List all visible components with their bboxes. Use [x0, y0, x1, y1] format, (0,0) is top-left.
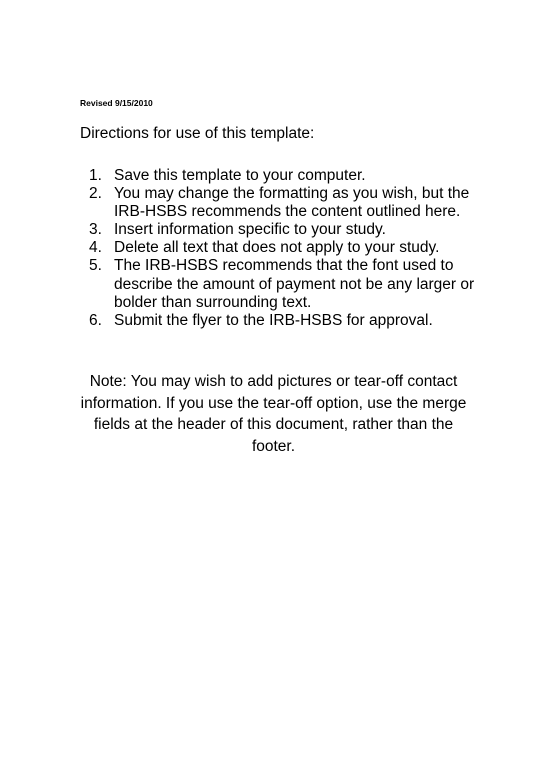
list-item-number: 6. [89, 311, 102, 329]
list-item [0, 312, 476, 330]
list-item-text: Insert information specific to your study. [114, 221, 386, 239]
list-item [0, 221, 476, 239]
note-paragraph: Note: You may wish to add pictures or tear-off contact information. If you use the tear-off option, use the merge fields at the header of this document, rather than the footer. [80, 373, 467, 455]
list-item [0, 185, 476, 221]
list-item [0, 167, 476, 185]
list-item-number: 2. [89, 185, 102, 203]
list-item-text: The IRB-HSBS recommends that the font used to describe the amount of payment not be any larger or bolder than surrounding text. [114, 257, 475, 311]
list-item-number: 1. [89, 167, 102, 184]
list-item-number: 5. [89, 257, 102, 275]
list-item [0, 257, 476, 311]
list-item-text: Save this template to your computer. [114, 167, 366, 184]
list-item-number: 4. [89, 239, 102, 257]
list-item [0, 239, 476, 257]
directions-heading: Directions for use of this template: [80, 125, 315, 142]
list-item-text: Delete all text that does not apply to your study. [114, 239, 440, 257]
directions-list [0, 167, 476, 330]
list-item-number: 3. [89, 221, 102, 239]
revision-date: Revised 9/15/2010 [80, 98, 153, 108]
list-item-text: Submit the flyer to the IRB-HSBS for approval. [114, 311, 433, 329]
list-item-text: You may change the formatting as you wish, but the IRB-HSBS recommends the content outlined here. [114, 185, 470, 221]
